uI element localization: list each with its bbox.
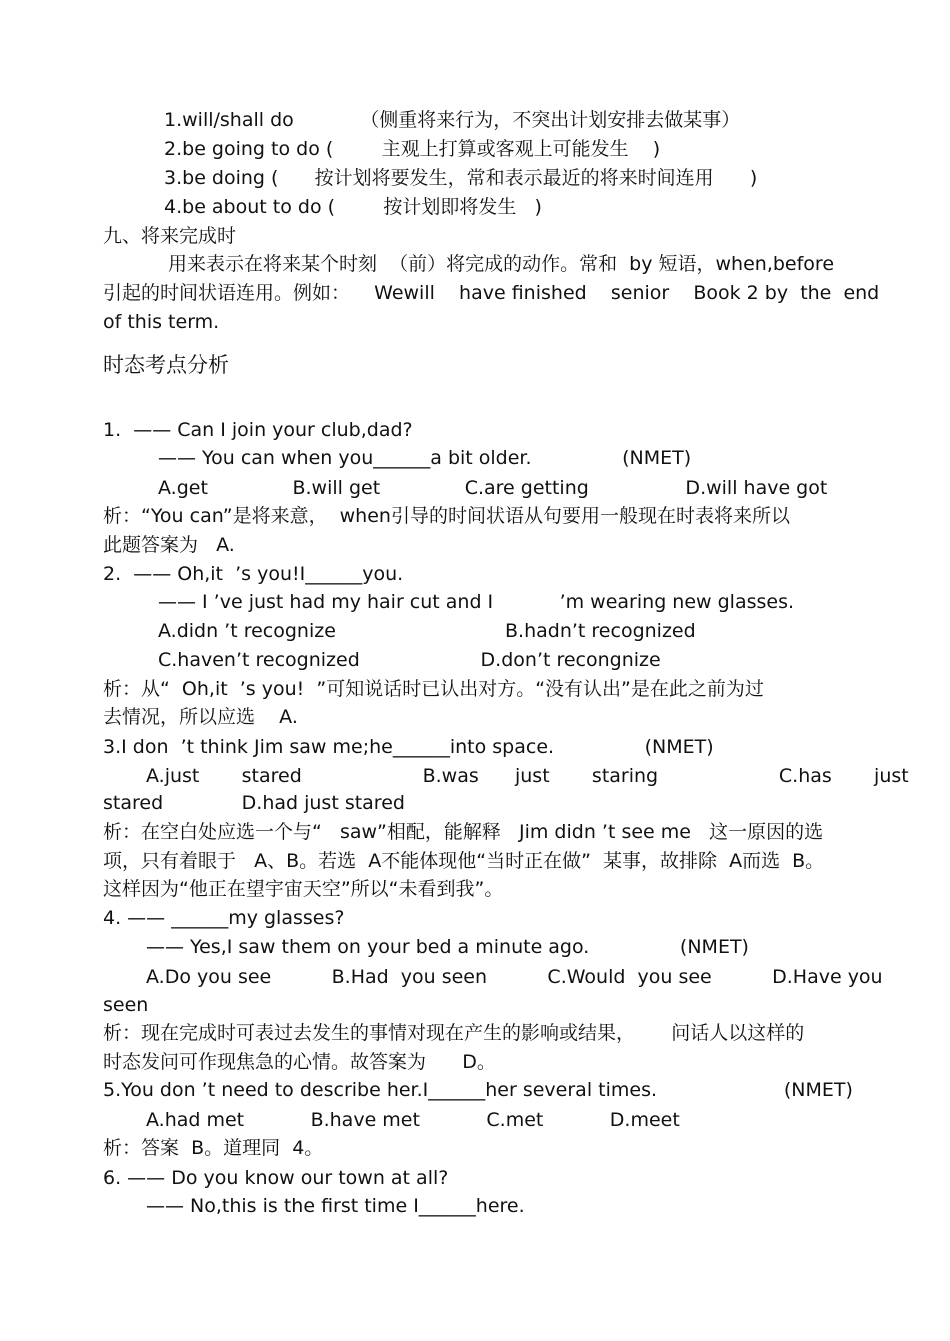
analysis-line: 时态发问可作现焦急的心情。故答案为 D。: [103, 1051, 496, 1073]
question-line: 5.You don ’t need to describe her.I______her several times. (NMET): [103, 1079, 853, 1101]
text-line: of this term.: [103, 311, 220, 333]
analysis-line: 去情况，所以应选 A.: [103, 706, 298, 728]
options-line: A.get B.will get C.are getting D.will have got: [158, 477, 828, 499]
options-line: seen: [103, 994, 149, 1016]
analysis-line: 项，只有着眼于 A、B。若选 A不能体现他“当时正在做” 某事，故排除 A而选 B。: [103, 850, 825, 872]
question-line: —— I ’ve just had my hair cut and I ’m wearing new glasses.: [158, 591, 795, 613]
page-heading: 时态考点分析: [103, 353, 229, 377]
question-line: 6. —— Do you know our town at all?: [103, 1167, 449, 1189]
analysis-line: 析：从“ Oh,it ’s you! ”可知说话时已认出对方。“没有认出”是在此之前为过: [103, 678, 764, 700]
text-line: 1.will/shall do （侧重将来行为，不突出计划安排去做某事）: [164, 109, 741, 131]
options-line: A.just stared B.was just staring C.has just: [146, 765, 909, 787]
question-line: —— Yes,I saw them on your bed a minute ago. (NMET): [146, 936, 749, 958]
text-line: 用来表示在将来某个时刻 （前）将完成的动作。常和 by 短语，when,before: [168, 253, 835, 275]
analysis-line: 这样因为“他正在望宇宙天空”所以“未看到我”。: [103, 878, 504, 900]
question-line: —— No,this is the first time I______here.: [146, 1195, 525, 1217]
question-line: 3.I don ’t think Jim saw me;he______into space. (NMET): [103, 736, 714, 758]
options-line: C.haven’t recognized D.don’t recongnize: [158, 649, 661, 671]
options-line: A.didn ’t recognize B.hadn’t recognized: [158, 620, 696, 642]
analysis-line: 析：答案 B。道理同 4。: [103, 1137, 324, 1159]
question-line: 1. —— Can I join your club,dad?: [103, 419, 413, 441]
question-line: 2. —— Oh,it ’s you!I______you.: [103, 563, 404, 585]
question-line: —— You can when you______a bit older. (NMET): [158, 447, 692, 469]
section-heading: 九、将来完成时: [103, 225, 237, 247]
options-line: A.Do you see B.Had you seen C.Would you see D.Have you: [146, 966, 883, 988]
text-line: 4.be about to do ( 按计划即将发生 ): [164, 196, 542, 218]
analysis-line: 此题答案为 A.: [103, 534, 235, 556]
analysis-line: 析：“You can”是将来意， when引导的时间状语从句要用一般现在时表将来所以: [103, 505, 790, 527]
text-line: 2.be going to do ( 主观上打算或客观上可能发生 ): [164, 138, 661, 160]
text-line: 引起的时间状语连用。例如： Wewill have finished senior Book 2 by the end: [103, 282, 880, 304]
options-line: stared D.had just stared: [103, 792, 405, 814]
analysis-line: 析：在空白处应选一个与“ saw”相配，能解释 Jim didn ’t see me 这一原因的选: [103, 821, 824, 843]
text-line: 3.be doing ( 按计划将要发生，常和表示最近的将来时间连用 ): [164, 167, 758, 189]
options-line: A.had met B.have met C.met D.meet: [146, 1109, 680, 1131]
question-line: 4. —— ______my glasses?: [103, 907, 345, 929]
analysis-line: 析：现在完成时可表过去发生的事情对现在产生的影响或结果， 问话人以这样的: [103, 1022, 805, 1044]
